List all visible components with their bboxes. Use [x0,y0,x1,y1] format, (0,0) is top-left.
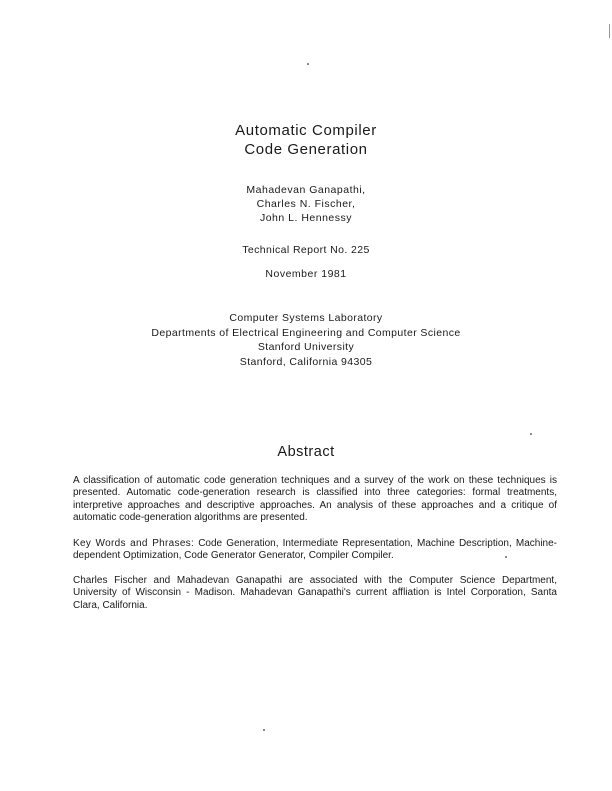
scan-speck [505,556,507,558]
report-date: November 1981 [265,268,347,280]
departments-name: Departments of Electrical Engineering and Computer Science [151,326,461,339]
author-name: Charles N. Fischer, [256,198,356,210]
lab-name: Computer Systems Laboratory [229,312,383,324]
title-line-2: Code Generation [244,141,368,158]
keywords-label: Key Words and Phrases: [73,538,195,549]
scan-speck [530,433,532,435]
abstract-heading: Abstract [277,444,335,460]
author-name: John L. Hennessy [259,212,353,224]
university-name: Stanford University [257,341,355,353]
report-number: Technical Report No. 225 [242,244,370,256]
author-list [0,183,612,225]
keywords-text: Code Generation, Intermediate Representation, Machine Description, Machine-dependent Optimization, Code Generator Generator, Compiler Compiler. [73,538,557,562]
keywords-paragraph [73,538,557,563]
affiliation-block [0,311,612,369]
university-location: Stanford, California 94305 [239,355,373,368]
author-note-paragraph: Charles Fischer and Mahadevan Ganapathi are associated with the Computer Science Department, University of Wisconsin - Madison. Mahadevan Ganapathi's current affliation is Intel Corporation, Santa Clara, California. [73,575,557,611]
report-title [0,121,612,159]
scan-speck [263,729,265,731]
scan-edge-mark [609,24,610,38]
abstract-paragraph: A classification of automatic code generation techniques and a survey of the work on these techniques is presented. Automatic code-generation research is classified into three categories: formal treatments, interpretive approaches and descriptive approaches. An analysis of these approaches and a critique of automatic code-generation algorithms are presented. [73,475,557,524]
title-line-1: Automatic Compiler [235,122,377,139]
author-name: Mahadevan Ganapathi, [246,184,366,196]
scan-speck [307,63,309,65]
